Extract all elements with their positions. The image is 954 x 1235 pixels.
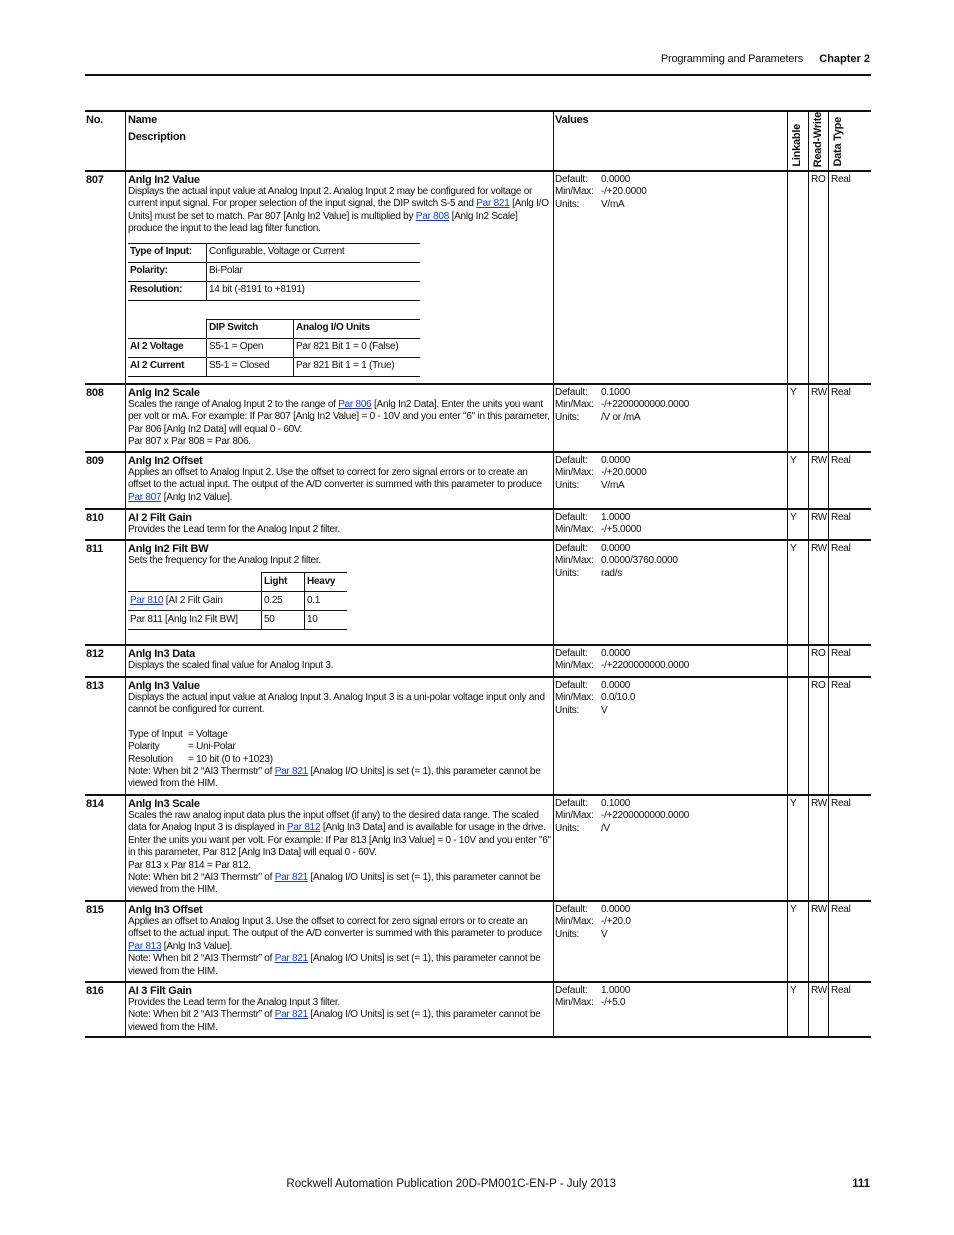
col-readwrite-header: Read-Write (808, 112, 828, 170)
page-number: 111 (852, 1178, 870, 1190)
par-807-link[interactable]: Par 807 (128, 491, 162, 503)
param-values: 0.0000 -/+20.0000 V/mA (601, 455, 647, 491)
param-values: 1.0000 -/+5.0000 (601, 512, 642, 536)
par-821-link[interactable]: Par 821 (274, 953, 308, 965)
linkable-cell (787, 646, 808, 676)
ai2-properties-table: Type of Input: Configurable, Voltage or Current Polarity: Bi-Polar Resolution: 14 bit (-8191 to +8191) (128, 243, 420, 301)
param-description: Anlg In3 Value Displays the actual input value at Analog Input 3. Analog Input 3 is a uni-polar voltage input only and cannot be configured for current. Type of Input = Voltage Polarity = Uni-Polar Resolution = 10 bit (0 to +1023) Note: When bit 2 “AI3 Thermstr” of Par 821 [Analog I/O Units] is set (= 1), this parameter cannot be viewed from the HIM. (125, 678, 553, 794)
linkable-cell: Y (787, 902, 808, 981)
param-description: Anlg In2 Filt BW Sets the frequency for the Analog Input 2 filter. Light Heavy Par 810 [AI 2 Filt Gain 0.25 0.1 Par 811 [Anlg In2 Filt BW] 50 10 (125, 541, 553, 644)
par-810-link[interactable]: Par 810 (130, 595, 164, 607)
param-values: 0.0000 -/+2200000000.0000 (601, 648, 690, 672)
param-name: Anlg In2 Filt BW (128, 543, 209, 555)
param-values: 0.0000 0.0000/3760.0000 rad/s (601, 543, 678, 579)
param-row-812 (85, 644, 871, 676)
value-labels: Default: Min/Max: (553, 983, 599, 1036)
param-name: Anlg In3 Value (128, 680, 200, 692)
header-rule (85, 74, 871, 76)
read-write-cell: RO (808, 646, 828, 676)
linkable-cell: Y (787, 983, 808, 1036)
par-821-link[interactable]: Par 821 (476, 198, 510, 210)
parameter-table (85, 110, 871, 1038)
param-name: AI 3 Filt Gain (128, 985, 192, 997)
linkable-cell: Y (787, 796, 808, 900)
read-write-cell: RW (808, 385, 828, 451)
param-values: 0.0000 -/+20.0 V (601, 904, 631, 940)
filter-settings-table: Light Heavy Par 810 [AI 2 Filt Gain 0.25 0.1 Par 811 [Anlg In2 Filt BW] 50 10 (128, 572, 347, 630)
par-821-link[interactable]: Par 821 (274, 766, 308, 778)
value-labels: Default: Min/Max: Units: (553, 385, 599, 451)
value-labels: Default: Min/Max: Units: (553, 172, 599, 383)
par-806-link[interactable]: Par 806 (338, 399, 372, 410)
param-description: Anlg In2 Value Displays the actual input value at Analog Input 2. Analog Input 2 may be configured for voltage or current input signal. For proper selection of the input signal, the DIP switch S-5 and Par 821 [Anlg I/O Units] must be set to match. Par 807 [Anlg In2 Value] is multiplied by Par 808 [Anlg In2 Scale] produce the input to the lead lag filter function. Type of Input: Configurable, Voltage or Current Polarity: Bi-Polar Resolution: 14 bit (-8191 to +8191) DIP Switch Analog I/O Units AI 2 Voltage S5-1 = Open Par 821 Bit 1 = 0 (False) AI 2 Current S5-1 = Closed Par 821 Bit 1 = 1 (True) (125, 172, 553, 383)
data-type-cell: Real (828, 541, 871, 644)
read-write-cell: RW (808, 983, 828, 1036)
data-type-cell: Real (828, 172, 871, 383)
param-name: Anlg In3 Data (128, 648, 196, 660)
param-description: AI 3 Filt Gain Provides the Lead term for the Analog Input 3 filter. Note: When bit 2 “AI3 Thermstr” of Par 821 [Analog I/O Units] is set (= 1), this parameter cannot be viewed from the HIM. (125, 983, 553, 1036)
linkable-cell: Y (787, 385, 808, 451)
value-labels: Default: Min/Max: Units: (553, 453, 599, 508)
param-values: 0.1000 -/+2200000000.0000 /V or /mA (601, 387, 690, 423)
data-type-cell: Real (828, 510, 871, 539)
param-number: 807 (86, 174, 104, 186)
param-description: Anlg In2 Offset Applies an offset to Analog Input 2. Use the offset to correct for zero signal errors or to create an offset to the actual input. The output of the A/D converter is summed with this parameter to produce Par 807 [Anlg In2 Value]. (125, 453, 553, 508)
col-no-header: No. (86, 114, 103, 126)
value-labels: Default: Min/Max: (553, 646, 599, 676)
param-values: 0.0000 -/+20.0000 V/mA (601, 174, 647, 210)
par-821-link[interactable]: Par 821 (274, 1009, 308, 1021)
read-write-cell: RW (808, 796, 828, 900)
param-row-814 (85, 794, 871, 900)
param-name: Anlg In2 Offset (128, 455, 203, 467)
col-name-header: Name Description (125, 112, 553, 170)
read-write-cell: RO (808, 172, 828, 383)
ai3-properties: Type of Input = Voltage Polarity = Uni-Polar Resolution = 10 bit (0 to +1023) (128, 728, 273, 765)
param-number: 813 (86, 680, 104, 692)
col-datatype-header: Data Type (828, 112, 871, 170)
data-type-cell: Real (828, 902, 871, 981)
col-linkable-header: Linkable (787, 112, 808, 170)
table-header-row (85, 110, 871, 170)
data-type-cell: Real (828, 453, 871, 508)
param-row-807 (85, 170, 871, 383)
data-type-cell: Real (828, 796, 871, 900)
value-labels: Default: Min/Max: Units: (553, 902, 599, 981)
param-name: Anlg In2 Value (128, 174, 200, 186)
publication-info: Rockwell Automation Publication 20D-PM001C-EN-P - July 2013 (286, 1178, 616, 1190)
ai2-dip-switch-table: DIP Switch Analog I/O Units AI 2 Voltage S5-1 = Open Par 821 Bit 1 = 0 (False) AI 2 Current S5-1 = Closed Par 821 Bit 1 = 1 (True) (128, 319, 420, 377)
read-write-cell: RW (808, 453, 828, 508)
param-number: 814 (86, 798, 104, 810)
chapter-label: Chapter 2 (819, 53, 870, 65)
param-number: 816 (86, 985, 104, 997)
linkable-cell: Y (787, 453, 808, 508)
param-number: 812 (86, 648, 104, 660)
linkable-cell (787, 678, 808, 794)
param-number: 815 (86, 904, 104, 916)
linkable-cell: Y (787, 541, 808, 644)
read-write-cell: RW (808, 902, 828, 981)
param-name: Anlg In3 Scale (128, 798, 200, 810)
value-labels: Default: Min/Max: Units: (553, 541, 599, 644)
param-row-816 (85, 981, 871, 1038)
section-title: Programming and Parameters (660, 53, 803, 65)
param-row-813 (85, 676, 871, 794)
param-description: Anlg In2 Scale Scales the range of Analog Input 2 to the range of Par 806 [Anlg In2 Data]. Enter the units you want per volt or mA. For example: If Par 807 [Anlg In2 Value] = 0 - 10V and you enter "6" in this parameter, Par 806 [Anlg In2 Data] will equal 0 - 60V. Par 807 x Par 808 = Par 806. (125, 385, 553, 451)
param-values: 0.1000 -/+2200000000.0000 /V (601, 798, 690, 834)
par-808-link[interactable]: Par 808 (415, 210, 450, 222)
linkable-cell (787, 172, 808, 383)
param-description: AI 2 Filt Gain Provides the Lead term for the Analog Input 2 filter. (125, 510, 553, 539)
param-row-815 (85, 900, 871, 981)
param-row-808 (85, 383, 871, 451)
param-description: Anlg In3 Offset Applies an offset to Analog Input 3. Use the offset to correct for zero signal errors or to create an offset to the actual input. The output of the A/D converter is summed with this parameter to produce Par 813 [Anlg In3 Value]. Note: When bit 2 “AI3 Thermstr” of Par 821 [Analog I/O Units] is set (= 1), this parameter cannot be viewed from the HIM. (125, 902, 553, 981)
param-number: 809 (86, 455, 104, 467)
param-values: 1.0000 -/+5.0 (601, 985, 631, 1009)
param-description: Anlg In3 Scale Scales the raw analog input data plus the input offset (if any) to the desired data range. The scaled data for Analog Input 3 is displayed in Par 812 [Anlg In3 Data] and is available for usage in the drive. Enter the units you want per volt. For example: If Par 813 [Anlg In3 Value] = 0 - 10V and you enter "6" in this parameter, Par 812 [Anlg In3 Data] will equal 0 - 60V. Par 813 x Par 814 = Par 812. Note: When bit 2 “AI3 Thermstr” of Par 821 [Analog I/O Units] is set (= 1), this parameter cannot be viewed from the HIM. (125, 796, 553, 900)
read-write-cell: RO (808, 678, 828, 794)
par-821-link[interactable]: Par 821 (274, 872, 308, 884)
data-type-cell: Real (828, 385, 871, 451)
par-812-link[interactable]: Par 812 (287, 822, 321, 834)
param-description: Anlg In3 Data Displays the scaled final value for Analog Input 3. (125, 646, 553, 676)
linkable-cell: Y (787, 510, 808, 539)
param-name: Anlg In3 Offset (128, 904, 203, 916)
col-values-header: Values (553, 112, 787, 170)
param-number: 810 (86, 512, 104, 524)
value-labels: Default: Min/Max: Units: (553, 678, 599, 794)
param-number: 811 (86, 543, 103, 555)
value-labels: Default: Min/Max: (553, 510, 599, 539)
param-row-809 (85, 451, 871, 508)
page-header (0, 53, 954, 69)
read-write-cell: RW (808, 510, 828, 539)
data-type-cell: Real (828, 983, 871, 1036)
par-813-link[interactable]: Par 813 (128, 940, 162, 952)
param-name: Anlg In2 Scale (128, 387, 200, 399)
param-row-811 (85, 539, 871, 644)
param-row-810 (85, 508, 871, 539)
param-values: 0.0000 0.0/10.0 V (601, 680, 636, 716)
read-write-cell: RW (808, 541, 828, 644)
value-labels: Default: Min/Max: Units: (553, 796, 599, 900)
param-name: AI 2 Filt Gain (128, 512, 192, 524)
data-type-cell: Real (828, 646, 871, 676)
data-type-cell: Real (828, 678, 871, 794)
param-number: 808 (86, 387, 104, 399)
